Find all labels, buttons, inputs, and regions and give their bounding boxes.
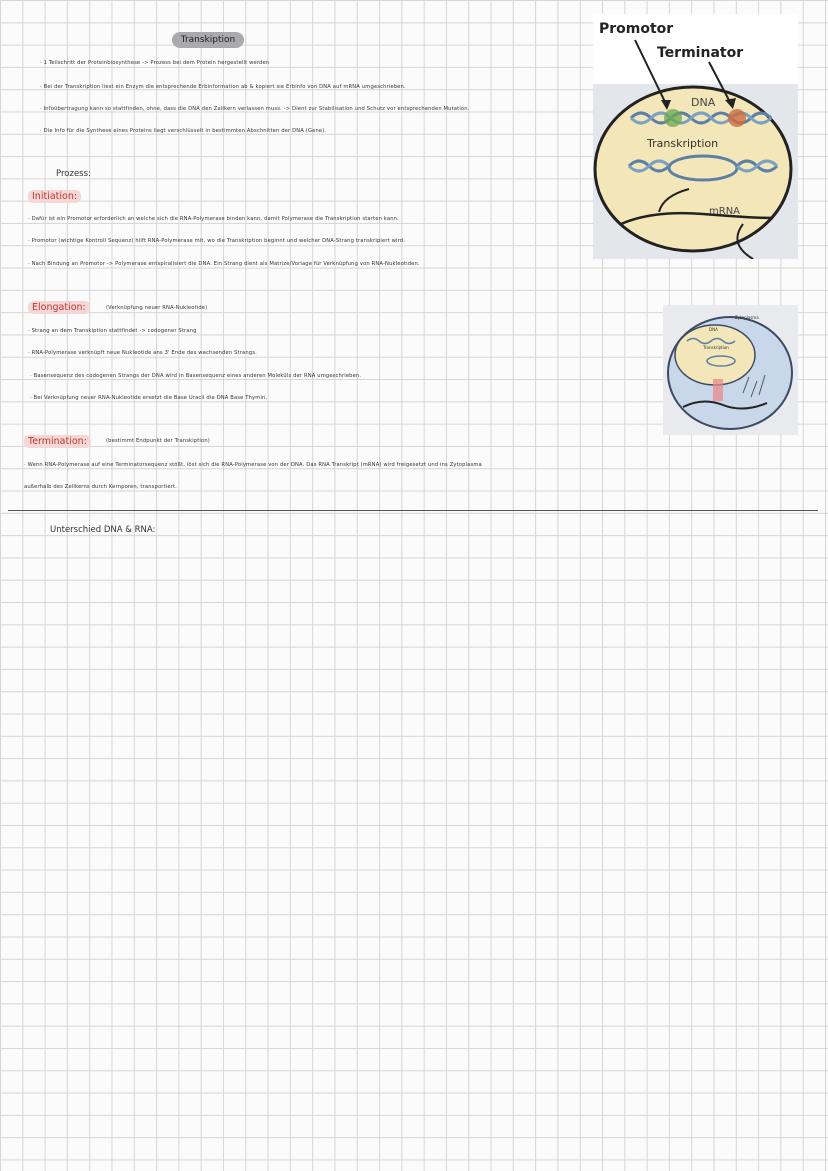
mrna-label: mRNA <box>709 206 741 217</box>
termination-line-1: · Wenn RNA-Polymerase auf eine Terminatorsequenz stößt, löst sich die RNA-Polymerase von der DNA. Das RNA Transkript (mRNA) wird freigesetzt und ins Zytoplasma <box>24 462 482 468</box>
initiation-line-2: · Promotor (wichtige Kontroll Sequenz) hilft RNA-Polymerase mit, wo die Transkription beginnt und welcher DNA-Strang transkripiert wird. <box>28 238 406 244</box>
intro-line-3: · Infoübertragung kann so stattfinden, ohne, dass die DNA den Zellkern verlassen muss. -> Dient zur Stabilisation und Schutz vor entsprechenden Mutation. <box>40 106 470 112</box>
termination-line-2: außerhalb des Zellkerns durch Kernporen, transportiert. <box>24 484 177 490</box>
section-divider <box>8 510 818 511</box>
elongation-line-2: · RNA-Polymerase verknüpft neue Nukleotide ans 3' Ende des wachsenden Strangs. <box>28 350 257 356</box>
intro-line-2: · Bei der Transkription liest ein Enzym die entsprechende Erbinformation ab & kopiert sie Erbinfo von DNA auf mRNA umgeschrieben. <box>40 84 406 90</box>
termination-note: (bestimmt Endpunkt der Transkiption) <box>106 438 210 444</box>
cell-nucleus <box>675 325 755 385</box>
initiation-heading: Initiation: <box>28 190 81 203</box>
cytoplasm-label: Zytoplasma <box>735 315 759 320</box>
initiation-line-3: · Nach Bindung an Promotor -> Polymerase entspiralisiert die DNA. Ein Strang dient als Matrize/Vorlage für Verknüpfung von RNA-Nukleotiden. <box>28 261 420 267</box>
terminator-region <box>728 109 746 127</box>
transcription-diagram <box>593 14 798 259</box>
promotor-region <box>664 109 682 127</box>
initiation-line-1: · Dafür ist ein Promotor erforderlich an welche sich die RNA-Polymerase binden kann, damit Polymerase die Transkription starten kann. <box>28 216 399 222</box>
intro-line-1: · 1 Teilschritt der Proteinbiosynthese -> Prozess bei dem Protein hergestellt werden <box>40 60 270 66</box>
promotor-label: Promotor <box>599 21 674 37</box>
unterschied-heading: Unterschied DNA & RNA: <box>50 525 156 535</box>
elongation-note: (Verknüpfung neuer RNA-Nukleotide) <box>106 305 208 311</box>
elongation-line-3: · Basensequenz des codogenen Strangs der DNA wird in Basensequenz eines anderen Moleküls der RNA umgeschrieben. <box>30 373 362 379</box>
terminator-label: Terminator <box>657 45 744 61</box>
cell-dna-label: DNA <box>709 327 718 332</box>
intro-line-4: · Die Info für die Synthese eines Proteins liegt verschlüsselt in bestimmten Abschnitten der DNA (Gene). <box>40 128 327 134</box>
cell-transkription-label: Transkription <box>703 345 729 350</box>
cell-diagram <box>663 305 798 435</box>
nuclear-pore <box>713 379 723 401</box>
dna-label: DNA <box>691 96 716 109</box>
elongation-heading: Elongation: <box>28 301 90 314</box>
elongation-line-4: · Bei Verknüpfung neuer RNA-Nukleotide ersetzt die Base Uracil die DNA Base Thymin. <box>30 395 268 401</box>
elongation-line-1: · Strang an dem Transkiption stattfindet -> codogener Strang <box>28 328 197 334</box>
termination-heading: Termination: <box>24 435 91 448</box>
prozess-label: Prozess: <box>56 169 91 179</box>
page-title: Transkiption <box>172 32 244 48</box>
transkription-label: Transkription <box>647 137 719 150</box>
